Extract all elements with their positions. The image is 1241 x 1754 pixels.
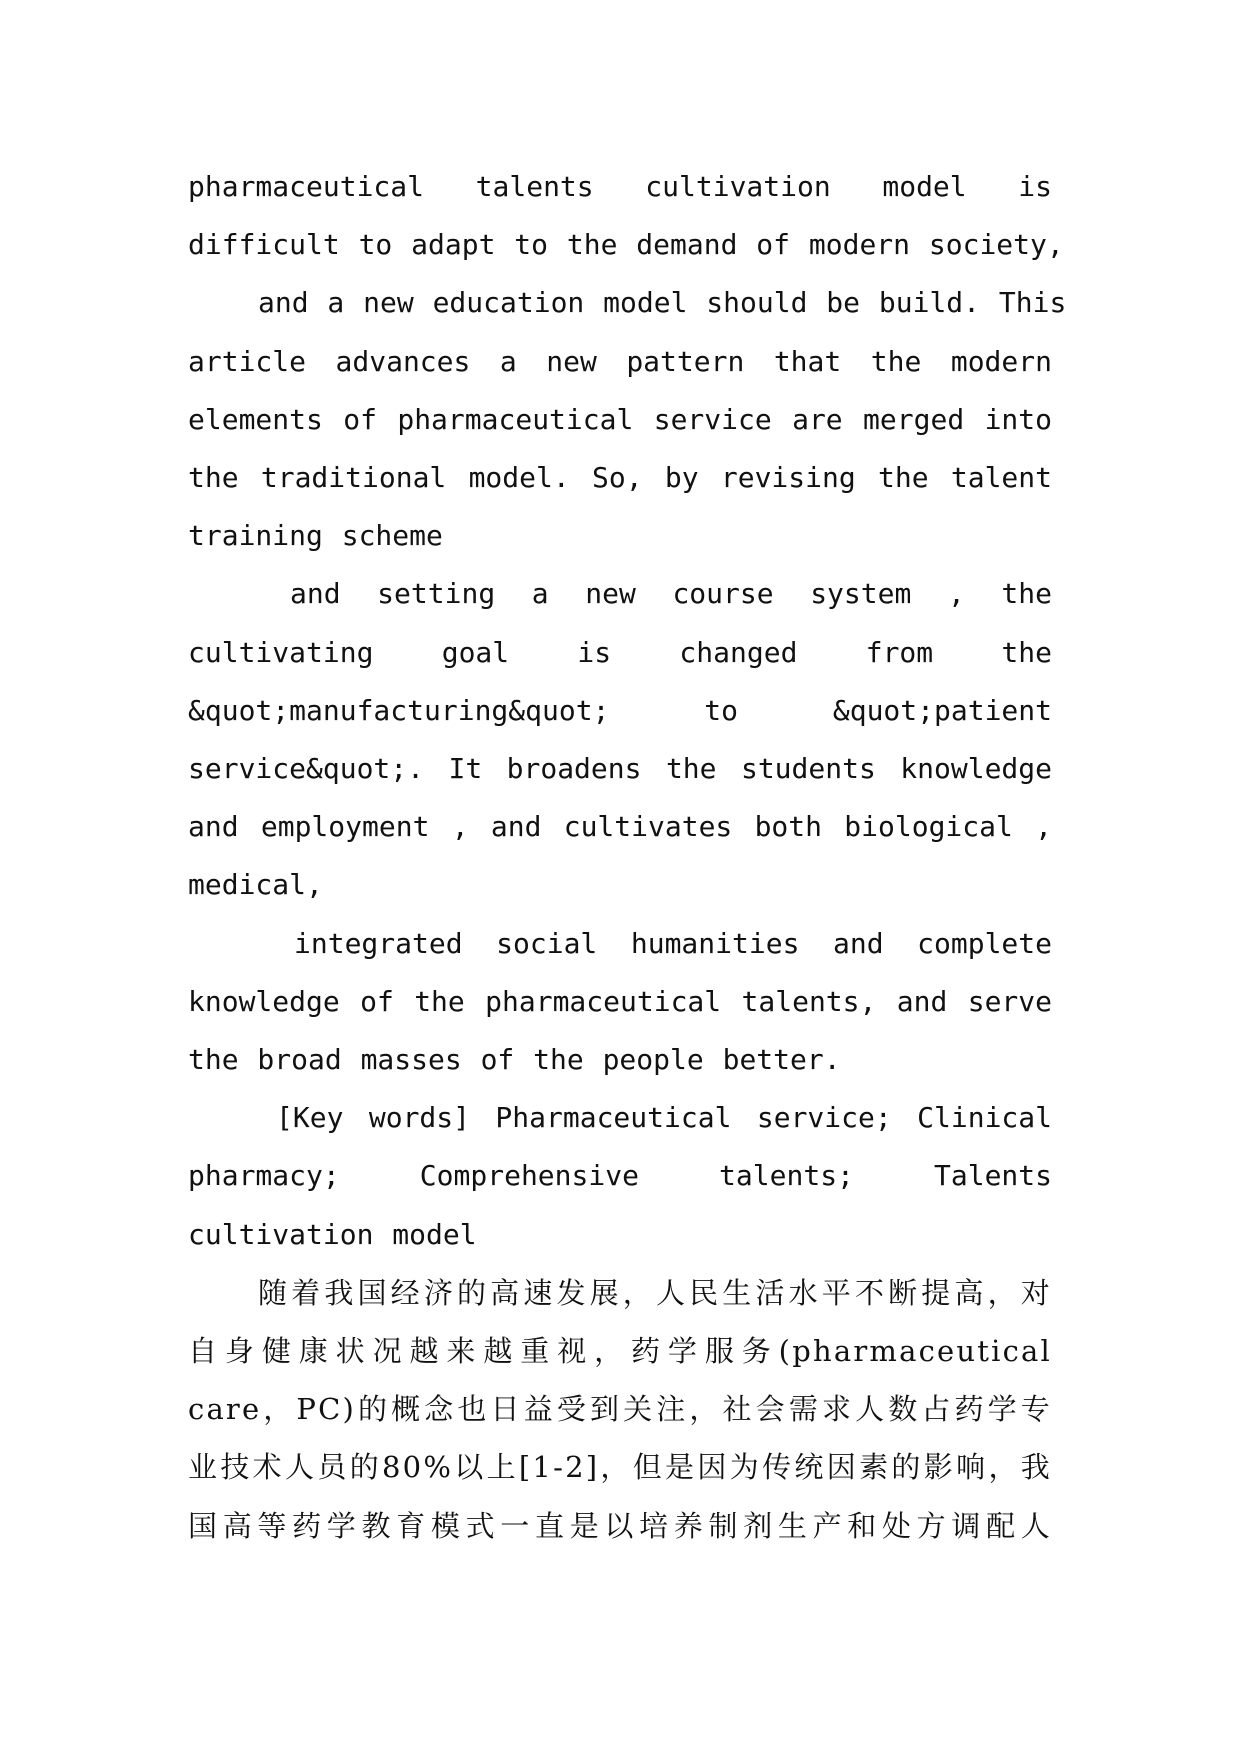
text-line: the broad masses of the people better. bbox=[188, 1043, 841, 1077]
text-line: article advances a new pattern that the modern bbox=[188, 344, 1052, 378]
text-line: care，PC)的概念也日益受到关注，社会需求人数占药学专 bbox=[188, 1392, 1052, 1427]
text-line: training scheme bbox=[188, 519, 443, 553]
text-line: 自身健康状况越来越重视，药学服务(pharmaceutical bbox=[188, 1334, 1052, 1369]
text-line: and setting a new course system , the bbox=[290, 577, 1052, 611]
text-line: knowledge of the pharmaceutical talents, and serve bbox=[188, 984, 1052, 1018]
text-line: difficult to adapt to the demand of modern society, bbox=[188, 228, 1064, 262]
text-line: cultivating goal is changed from the bbox=[188, 635, 1052, 669]
text-line: cultivation model bbox=[188, 1217, 477, 1251]
abstract-paragraph bbox=[188, 158, 1067, 1089]
body-paragraph bbox=[188, 1264, 1052, 1555]
text-line: 业技术人员的80%以上[1-2]，但是因为传统因素的影响，我 bbox=[188, 1450, 1052, 1485]
text-line: integrated social humanities and complete bbox=[294, 926, 1052, 960]
text-line: medical, bbox=[188, 868, 323, 902]
text-line: elements of pharmaceutical service are merged into bbox=[188, 402, 1052, 436]
text-line: the traditional model. So, by revising the talent bbox=[188, 461, 1052, 495]
text-line: and a new education model should be build. This bbox=[258, 286, 1067, 320]
document-page bbox=[188, 158, 1067, 1555]
text-line: [Key words] Pharmaceutical service; Clinical bbox=[276, 1101, 1052, 1135]
text-line: &quot;manufacturing&quot; to &quot;patient bbox=[188, 693, 1052, 727]
text-line: 随着我国经济的高速发展，人民生活水平不断提高，对 bbox=[258, 1275, 1052, 1310]
keywords-paragraph bbox=[188, 1089, 1052, 1264]
text-line: pharmacy; Comprehensive talents; Talents bbox=[188, 1159, 1052, 1193]
text-line: 国高等药学教育模式一直是以培养制剂生产和处方调配人 bbox=[188, 1508, 1052, 1543]
text-line: and employment , and cultivates both biological , bbox=[188, 810, 1052, 844]
text-line: pharmaceutical talents cultivation model is bbox=[188, 170, 1052, 203]
text-line: service&quot;. It broadens the students knowledge bbox=[188, 752, 1052, 786]
